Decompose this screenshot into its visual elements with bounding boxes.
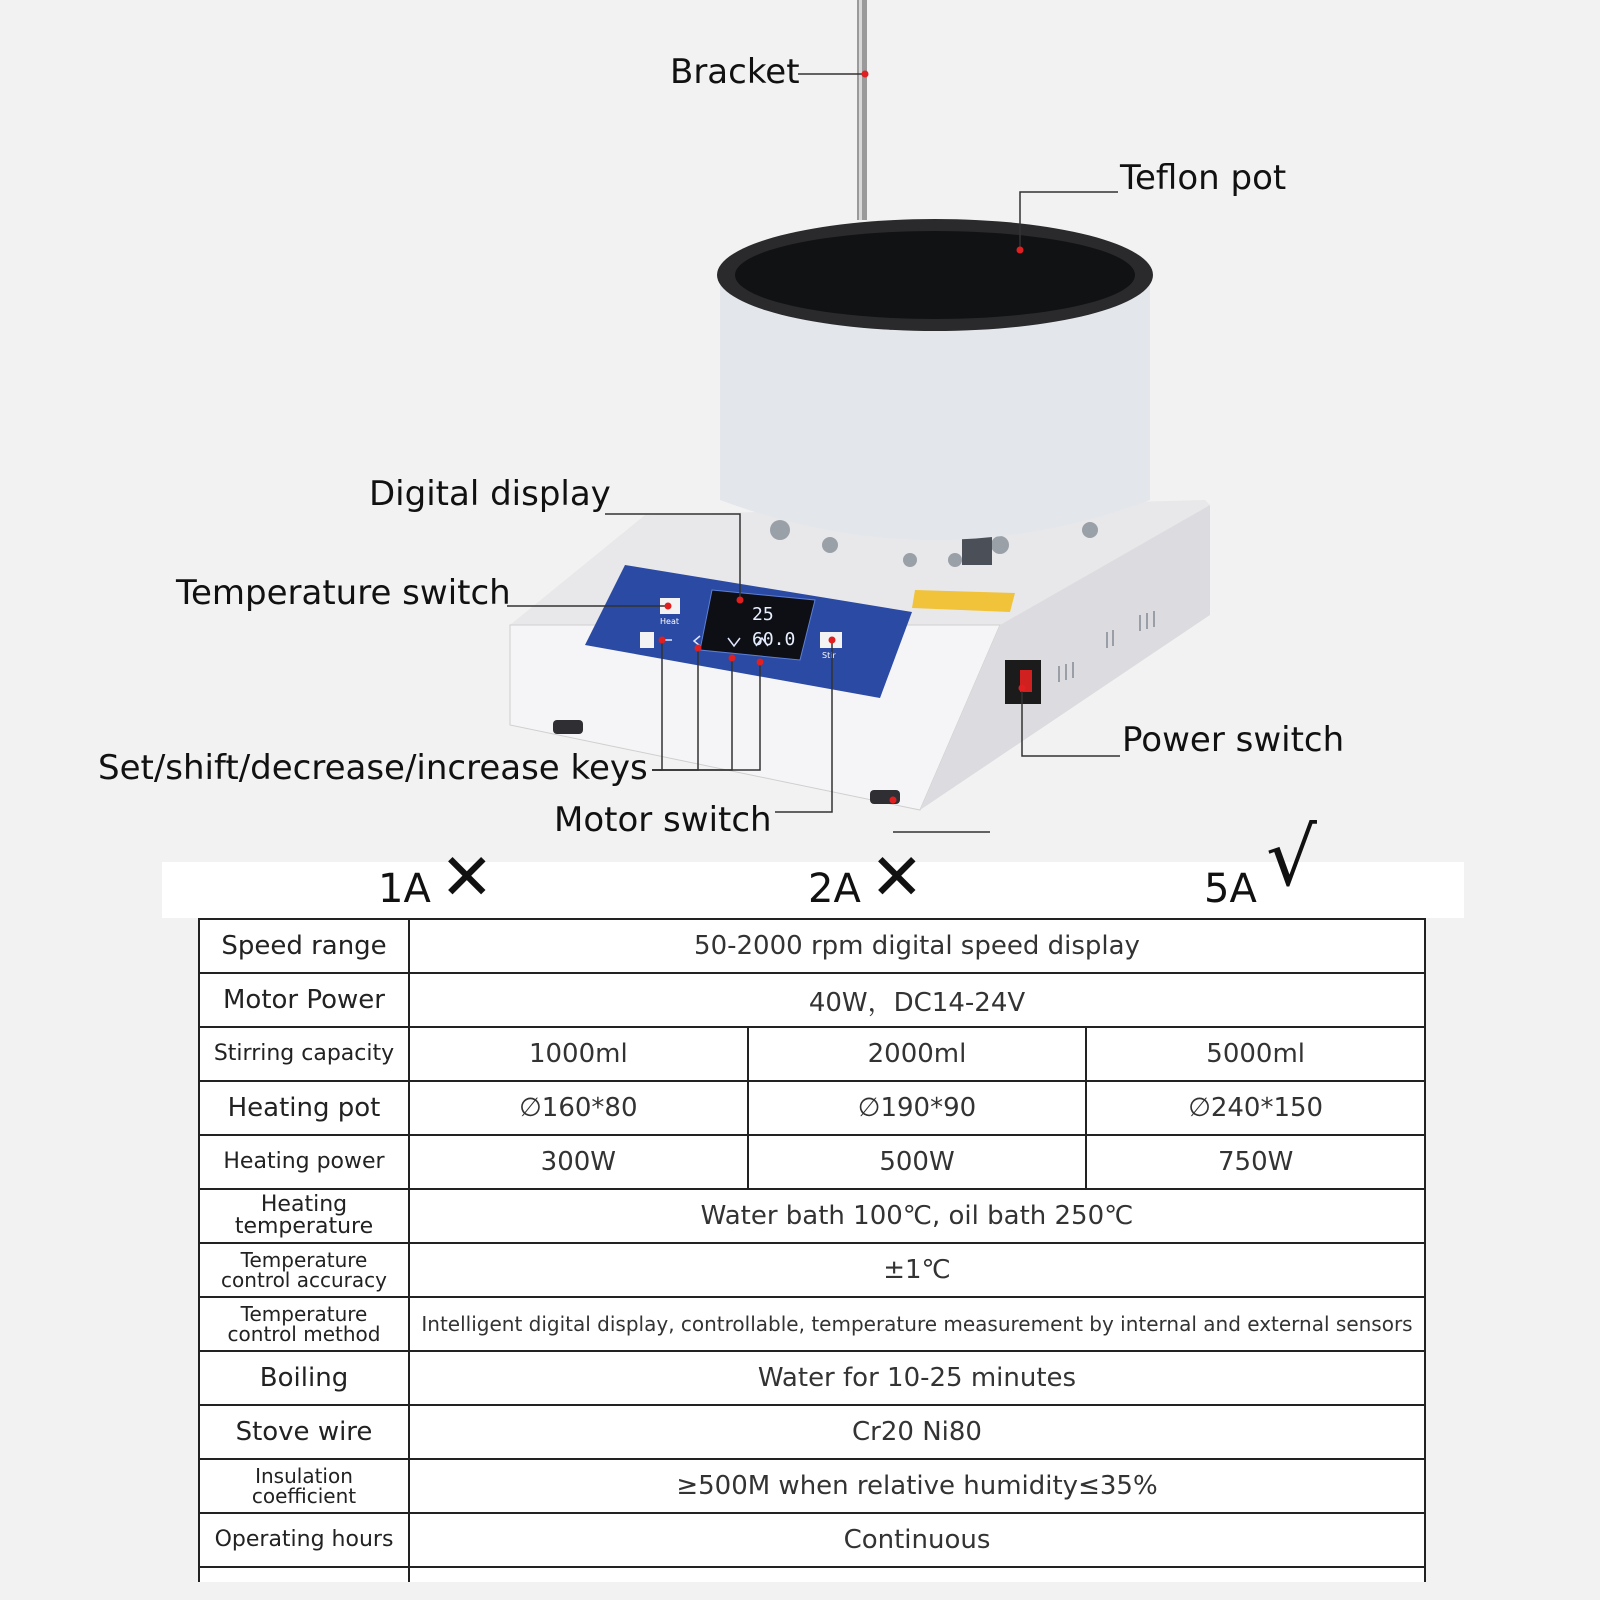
- spec-label: Boiling: [199, 1351, 409, 1405]
- spec-value: 750W: [1086, 1135, 1425, 1189]
- table-row: [199, 1027, 1425, 1081]
- spec-value: 1000ml: [409, 1027, 748, 1081]
- spec-value: 5000ml: [1086, 1027, 1425, 1081]
- spec-label: Operating hours: [199, 1513, 409, 1567]
- spec-value: 300W: [409, 1135, 748, 1189]
- table-row: [199, 919, 1425, 973]
- display-readout-top: 25: [752, 604, 774, 625]
- display-readout-bottom: 60.0: [752, 629, 796, 650]
- heat-button-label: Heat: [660, 617, 679, 626]
- spec-label: Temperature control accuracy: [199, 1243, 409, 1297]
- spec-value: 2000ml: [748, 1027, 1087, 1081]
- spec-value: Intelligent digital display, controllable, temperature measurement by internal and external sensors: [409, 1297, 1425, 1351]
- spec-value: Water bath 100℃, oil bath 250℃: [409, 1189, 1425, 1243]
- model-1a: 1A: [378, 866, 431, 912]
- spec-label: Temperature control method: [199, 1297, 409, 1351]
- check-mark-icon: √: [1266, 811, 1317, 904]
- callout-power-switch: Power switch: [1122, 720, 1345, 760]
- callout-temperature-switch: Temperature switch: [176, 573, 511, 613]
- x-mark-icon: ✕: [870, 841, 924, 915]
- spec-value: ∅240*150: [1086, 1081, 1425, 1135]
- spec-label: Heating temperature: [199, 1189, 409, 1243]
- spec-value: Water for 10-25 minutes: [409, 1351, 1425, 1405]
- spec-value: ∅160*80: [409, 1081, 748, 1135]
- spec-value: Continuous: [409, 1513, 1425, 1567]
- model-5a: 5A: [1204, 866, 1257, 912]
- table-row: [199, 1567, 1425, 1582]
- table-row: [199, 1405, 1425, 1459]
- spec-value: ±1℃: [409, 1243, 1425, 1297]
- spec-label: Motor Power: [199, 973, 409, 1027]
- table-row: [199, 1081, 1425, 1135]
- table-row: [199, 973, 1425, 1027]
- spec-label: Stove wire: [199, 1405, 409, 1459]
- spec-label: Stirring capacity: [199, 1027, 409, 1081]
- table-row: [199, 1351, 1425, 1405]
- spec-value: Cr20 Ni80: [409, 1405, 1425, 1459]
- table-row: [199, 1189, 1425, 1243]
- spec-value: ≥500M when relative humidity≤35%: [409, 1459, 1425, 1513]
- spec-label: Heating pot: [199, 1081, 409, 1135]
- spec-label: Heating power: [199, 1135, 409, 1189]
- spec-value: 500W: [748, 1135, 1087, 1189]
- table-row: [199, 1459, 1425, 1513]
- callout-motor-switch: Motor switch: [554, 800, 772, 840]
- table-row: [199, 1513, 1425, 1567]
- callout-teflon-pot: Teflon pot: [1120, 158, 1287, 198]
- stir-button-label: Stir: [822, 651, 836, 660]
- spec-value: 40W，DC14-24V: [409, 973, 1425, 1027]
- spec-label: Insulation coefficient: [199, 1459, 409, 1513]
- x-mark-icon: ✕: [440, 841, 494, 915]
- table-row: [199, 1135, 1425, 1189]
- callout-digital-display: Digital display: [369, 474, 611, 514]
- callout-bracket: Bracket: [670, 52, 800, 92]
- spec-label: Speed range: [199, 919, 409, 973]
- model-2a: 2A: [808, 866, 861, 912]
- table-row: [199, 1297, 1425, 1351]
- table-row: [199, 1243, 1425, 1297]
- spec-value: 50-2000 rpm digital speed display: [409, 919, 1425, 973]
- spec-table: [198, 918, 1426, 1582]
- spec-value: ∅190*90: [748, 1081, 1087, 1135]
- callout-keys: Set/shift/decrease/increase keys: [98, 748, 648, 788]
